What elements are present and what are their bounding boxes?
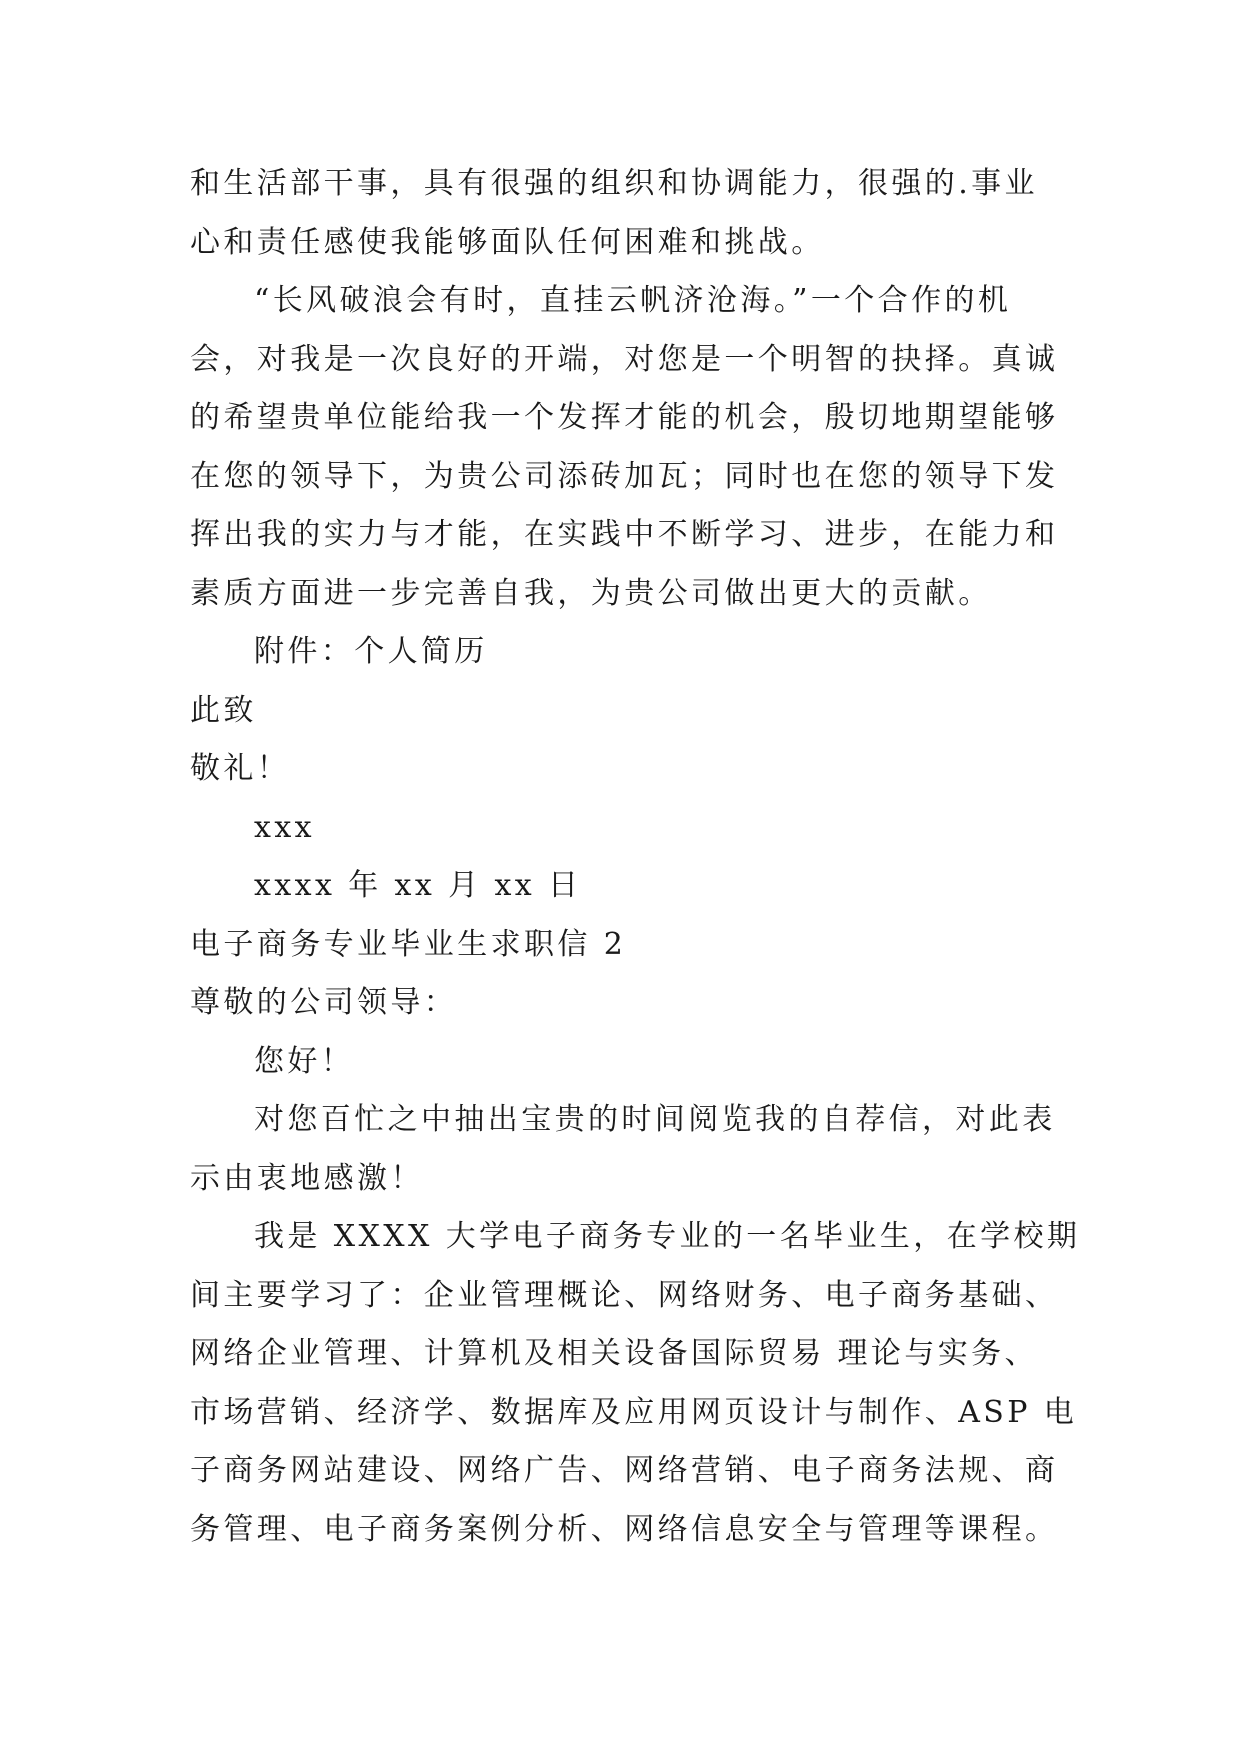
text-line: 网络企业管理、计算机及相关设备国际贸易 理论与实务、	[190, 1336, 1038, 1371]
text-line: 的希望贵单位能给我一个发挥才能的机会，殷切地期望能够	[190, 400, 1059, 435]
text-line: 我是 XXXX 大学电子商务专业的一名毕业生，在学校期	[254, 1219, 1081, 1254]
text-line: 挥出我的实力与才能，在实践中不断学习、进步，在能力和	[190, 517, 1059, 552]
text-line: 务管理、电子商务案例分析、网络信息安全与管理等课程。	[190, 1511, 1059, 1547]
text-line: “长风破浪会有时，直挂云帆济沧海。”一个合作的机	[254, 283, 1012, 318]
text-line: 在您的领导下，为贵公司添砖加瓦；同时也在您的领导下发	[190, 458, 1059, 494]
text-line: 子商务网站建设、网络广告、网络营销、电子商务法规、商	[190, 1453, 1059, 1488]
text-line: 素质方面进一步完善自我，为贵公司做出更大的贡献。	[190, 575, 992, 611]
text-line: 电子商务专业毕业生求职信 2	[190, 926, 627, 962]
text-line: 尊敬的公司领导：	[190, 985, 458, 1020]
text-line: 对您百忙之中抽出宝贵的时间阅览我的自荐信，对此表	[254, 1102, 1056, 1137]
text-line: xxxx 年 xx 月 xx 日	[254, 868, 582, 903]
text-line: 示由衷地感激！	[190, 1160, 424, 1196]
text-line: 间主要学习了：企业管理概论、网络财务、电子商务基础、	[190, 1277, 1059, 1313]
text-line: 您好！	[254, 1043, 355, 1079]
text-line: 附件：个人简历	[254, 634, 488, 669]
text-line: 和生活部干事，具有很强的组织和协调能力，很强的.事业	[190, 166, 1038, 201]
document-body	[190, 155, 1081, 1559]
text-line: 会，对我是一次良好的开端，对您是一个明智的抉择。真诚	[190, 341, 1059, 377]
text-line: 此致	[190, 692, 257, 728]
text-line: 敬礼！	[190, 751, 291, 786]
text-line: 市场营销、经济学、数据库及应用网页设计与制作、ASP 电	[190, 1394, 1078, 1430]
text-line: xxx	[254, 809, 315, 845]
text-line: 心和责任感使我能够面队任何困难和挑战。	[190, 224, 825, 260]
